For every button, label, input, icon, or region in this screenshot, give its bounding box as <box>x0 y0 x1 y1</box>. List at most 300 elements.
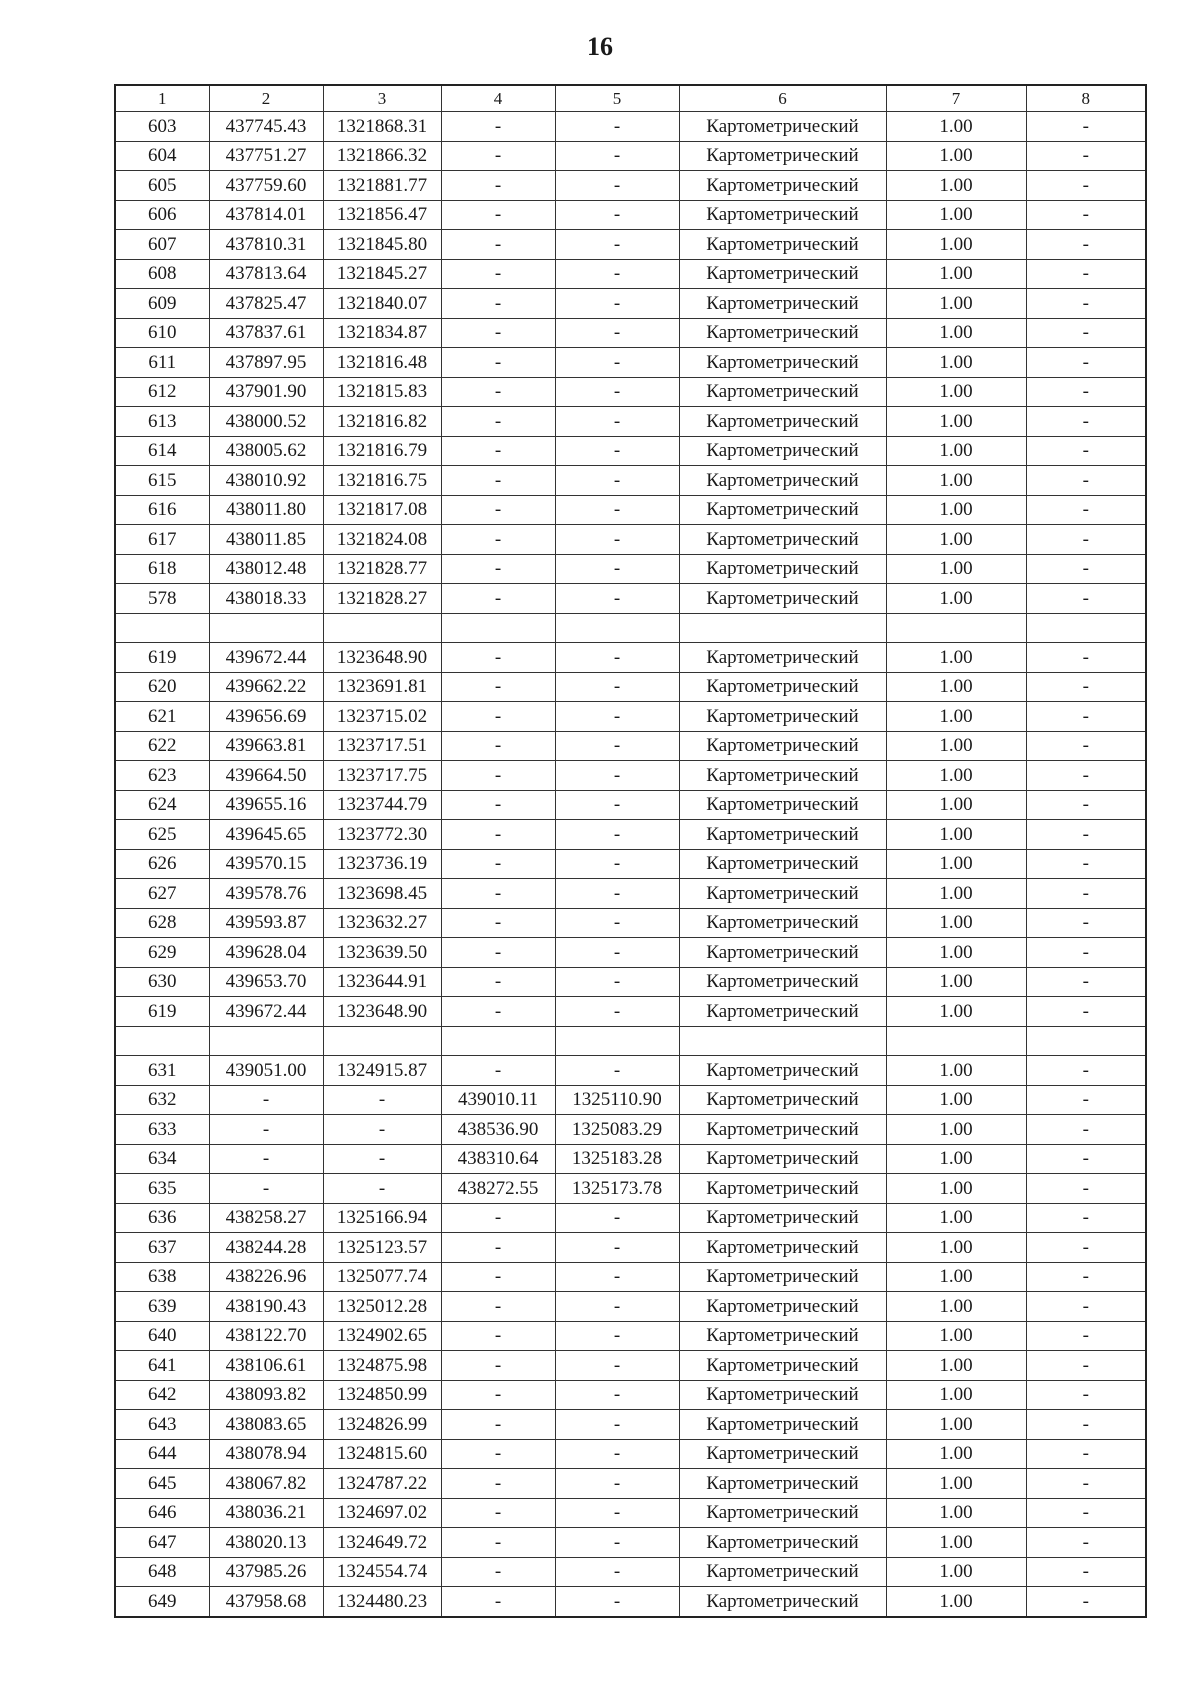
cell-new-coord-x: - <box>441 112 555 142</box>
cell-accuracy: 1.00 <box>886 672 1026 702</box>
cell-method: Картометрический <box>679 790 886 820</box>
cell-new-coord-x: - <box>441 1587 555 1617</box>
table-row <box>115 112 1146 142</box>
cell-new-coord-y: - <box>555 1498 679 1528</box>
cell-accuracy: 1.00 <box>886 495 1026 525</box>
cell-new-coord-x: - <box>441 495 555 525</box>
cell-new-coord-y: - <box>555 908 679 938</box>
cell-coord-x: 437745.43 <box>209 112 323 142</box>
cell-new-coord-y: - <box>555 643 679 673</box>
column-header-3: 3 <box>323 85 441 112</box>
cell-coord-x: 439653.70 <box>209 967 323 997</box>
table-row <box>115 1203 1146 1233</box>
cell-new-coord-x: - <box>441 348 555 378</box>
cell-accuracy: 1.00 <box>886 141 1026 171</box>
cell-coord-y: 1321817.08 <box>323 495 441 525</box>
cell-new-coord-y: - <box>555 1528 679 1558</box>
table-row <box>115 1439 1146 1469</box>
cell-note: - <box>1026 849 1146 879</box>
cell-new-coord-y: - <box>555 259 679 289</box>
cell-method: Картометрический <box>679 495 886 525</box>
cell-accuracy: 1.00 <box>886 702 1026 732</box>
cell-accuracy: 1.00 <box>886 1557 1026 1587</box>
cell-new-coord-x: - <box>441 761 555 791</box>
cell-new-coord-x: - <box>441 1380 555 1410</box>
cell-point-number: 635 <box>115 1174 209 1204</box>
cell-note: - <box>1026 1321 1146 1351</box>
cell-accuracy: 1.00 <box>886 112 1026 142</box>
header-row <box>115 85 1146 112</box>
table-row <box>115 1174 1146 1204</box>
table-row <box>115 1233 1146 1263</box>
cell-new-coord-y: - <box>555 318 679 348</box>
cell-new-coord-x: - <box>441 171 555 201</box>
cell-new-coord-x: - <box>441 879 555 909</box>
table-row <box>115 820 1146 850</box>
cell-point-number: 649 <box>115 1587 209 1617</box>
cell-note: - <box>1026 554 1146 584</box>
cell-point-number <box>115 613 209 643</box>
cell-new-coord-y: 1325173.78 <box>555 1174 679 1204</box>
column-header-7: 7 <box>886 85 1026 112</box>
cell-point-number: 627 <box>115 879 209 909</box>
table-row <box>115 908 1146 938</box>
cell-new-coord-y: - <box>555 849 679 879</box>
cell-accuracy: 1.00 <box>886 1085 1026 1115</box>
cell-point-number: 615 <box>115 466 209 496</box>
table-row <box>115 1528 1146 1558</box>
cell-new-coord-y: - <box>555 112 679 142</box>
cell-accuracy: 1.00 <box>886 1056 1026 1086</box>
cell-point-number: 605 <box>115 171 209 201</box>
cell-new-coord-x: - <box>441 1292 555 1322</box>
cell-method: Картометрический <box>679 879 886 909</box>
cell-new-coord-x: - <box>441 997 555 1027</box>
cell-new-coord-x: - <box>441 1469 555 1499</box>
cell-note: - <box>1026 200 1146 230</box>
cell-new-coord-y: 1325110.90 <box>555 1085 679 1115</box>
cell-note: - <box>1026 967 1146 997</box>
cell-method: Картометрический <box>679 377 886 407</box>
cell-point-number: 620 <box>115 672 209 702</box>
cell-new-coord-y: - <box>555 938 679 968</box>
cell-method: Картометрический <box>679 849 886 879</box>
cell-note: - <box>1026 1380 1146 1410</box>
cell-coord-x: 439593.87 <box>209 908 323 938</box>
cell-note: - <box>1026 790 1146 820</box>
cell-coord-y: 1321856.47 <box>323 200 441 230</box>
cell-coord-y: 1321815.83 <box>323 377 441 407</box>
cell-new-coord-x: - <box>441 790 555 820</box>
cell-point-number: 616 <box>115 495 209 525</box>
cell-point-number: 644 <box>115 1439 209 1469</box>
table-row <box>115 495 1146 525</box>
cell-point-number: 610 <box>115 318 209 348</box>
cell-note: - <box>1026 141 1146 171</box>
cell-new-coord-x: - <box>441 643 555 673</box>
cell-coord-y: 1323717.51 <box>323 731 441 761</box>
table-row <box>115 731 1146 761</box>
cell-coord-x: 439656.69 <box>209 702 323 732</box>
cell-coord-y: 1324480.23 <box>323 1587 441 1617</box>
cell-method: Картометрический <box>679 1528 886 1558</box>
cell-point-number: 643 <box>115 1410 209 1440</box>
cell-new-coord-y: - <box>555 584 679 614</box>
cell-new-coord-x: - <box>441 1321 555 1351</box>
cell-coord-x: 439663.81 <box>209 731 323 761</box>
cell-coord-y: 1321845.80 <box>323 230 441 260</box>
table-row <box>115 672 1146 702</box>
cell-coord-x: 438067.82 <box>209 1469 323 1499</box>
table-row <box>115 1469 1146 1499</box>
cell-point-number: 639 <box>115 1292 209 1322</box>
cell-point-number: 647 <box>115 1528 209 1558</box>
table-row <box>115 377 1146 407</box>
cell-new-coord-x: - <box>441 407 555 437</box>
cell-accuracy: 1.00 <box>886 1587 1026 1617</box>
table-row <box>115 348 1146 378</box>
cell-point-number: 617 <box>115 525 209 555</box>
cell-method: Картометрический <box>679 1587 886 1617</box>
cell-coord-y: 1325012.28 <box>323 1292 441 1322</box>
cell-note: - <box>1026 1203 1146 1233</box>
cell-note: - <box>1026 171 1146 201</box>
table-row <box>115 584 1146 614</box>
cell-note: - <box>1026 230 1146 260</box>
cell-note: - <box>1026 731 1146 761</box>
cell-method: Картометрический <box>679 1410 886 1440</box>
cell-coord-x: 438012.48 <box>209 554 323 584</box>
cell-coord-y: 1324815.60 <box>323 1439 441 1469</box>
cell-accuracy: 1.00 <box>886 1144 1026 1174</box>
column-header-2: 2 <box>209 85 323 112</box>
table-row <box>115 1498 1146 1528</box>
cell-point-number: 630 <box>115 967 209 997</box>
table-row <box>115 141 1146 171</box>
cell-coord-y: 1324915.87 <box>323 1056 441 1086</box>
cell-note <box>1026 1026 1146 1056</box>
cell-note: - <box>1026 495 1146 525</box>
cell-coord-y <box>323 613 441 643</box>
cell-new-coord-x: - <box>441 200 555 230</box>
cell-new-coord-x: - <box>441 466 555 496</box>
column-header-8: 8 <box>1026 85 1146 112</box>
table-row <box>115 1262 1146 1292</box>
cell-accuracy <box>886 613 1026 643</box>
cell-new-coord-x: - <box>441 1528 555 1558</box>
cell-method: Картометрический <box>679 1498 886 1528</box>
cell-point-number: 646 <box>115 1498 209 1528</box>
cell-coord-y: 1323717.75 <box>323 761 441 791</box>
cell-method: Картометрический <box>679 1380 886 1410</box>
cell-note: - <box>1026 348 1146 378</box>
cell-point-number: 629 <box>115 938 209 968</box>
cell-method: Картометрический <box>679 1469 886 1499</box>
cell-point-number: 626 <box>115 849 209 879</box>
cell-new-coord-y: - <box>555 1410 679 1440</box>
cell-new-coord-y: - <box>555 790 679 820</box>
table-row <box>115 1056 1146 1086</box>
cell-note: - <box>1026 1469 1146 1499</box>
cell-coord-y: 1324826.99 <box>323 1410 441 1440</box>
cell-accuracy: 1.00 <box>886 1174 1026 1204</box>
cell-coord-y: - <box>323 1174 441 1204</box>
cell-coord-y: 1323648.90 <box>323 643 441 673</box>
cell-point-number: 633 <box>115 1115 209 1145</box>
cell-new-coord-x: - <box>441 1498 555 1528</box>
cell-method: Картометрический <box>679 1203 886 1233</box>
cell-method: Картометрический <box>679 702 886 732</box>
cell-point-number: 604 <box>115 141 209 171</box>
cell-point-number: 642 <box>115 1380 209 1410</box>
cell-new-coord-x: - <box>441 1056 555 1086</box>
cell-coord-x: 437901.90 <box>209 377 323 407</box>
cell-point-number: 636 <box>115 1203 209 1233</box>
cell-coord-x: 439664.50 <box>209 761 323 791</box>
cell-accuracy: 1.00 <box>886 436 1026 466</box>
cell-point-number: 608 <box>115 259 209 289</box>
cell-point-number: 613 <box>115 407 209 437</box>
cell-note: - <box>1026 1439 1146 1469</box>
table-row <box>115 525 1146 555</box>
cell-new-coord-y: - <box>555 879 679 909</box>
table-row <box>115 1380 1146 1410</box>
cell-coord-x: 438020.13 <box>209 1528 323 1558</box>
cell-point-number: 624 <box>115 790 209 820</box>
cell-accuracy: 1.00 <box>886 1321 1026 1351</box>
table-row <box>115 1587 1146 1617</box>
cell-coord-y: 1323736.19 <box>323 849 441 879</box>
cell-new-coord-y: - <box>555 1439 679 1469</box>
table-row <box>115 967 1146 997</box>
table-row <box>115 1026 1146 1056</box>
cell-point-number: 634 <box>115 1144 209 1174</box>
cell-new-coord-x: - <box>441 230 555 260</box>
cell-note: - <box>1026 436 1146 466</box>
table-row <box>115 289 1146 319</box>
cell-coord-y: 1324902.65 <box>323 1321 441 1351</box>
cell-new-coord-x: - <box>441 584 555 614</box>
cell-note: - <box>1026 879 1146 909</box>
cell-accuracy: 1.00 <box>886 643 1026 673</box>
cell-new-coord-x: - <box>441 731 555 761</box>
cell-coord-x: 438244.28 <box>209 1233 323 1263</box>
cell-point-number: 614 <box>115 436 209 466</box>
cell-new-coord-y: - <box>555 1351 679 1381</box>
cell-point-number: 641 <box>115 1351 209 1381</box>
cell-accuracy: 1.00 <box>886 318 1026 348</box>
coordinates-table <box>114 84 1147 1618</box>
cell-note: - <box>1026 820 1146 850</box>
cell-new-coord-x: - <box>441 141 555 171</box>
cell-note: - <box>1026 112 1146 142</box>
cell-coord-y: 1321866.32 <box>323 141 441 171</box>
cell-note: - <box>1026 1233 1146 1263</box>
cell-coord-y: 1321816.82 <box>323 407 441 437</box>
cell-coord-x: 439655.16 <box>209 790 323 820</box>
cell-new-coord-x: - <box>441 1351 555 1381</box>
cell-accuracy: 1.00 <box>886 1233 1026 1263</box>
cell-coord-x: 438011.85 <box>209 525 323 555</box>
cell-coord-x: 437810.31 <box>209 230 323 260</box>
cell-accuracy: 1.00 <box>886 1439 1026 1469</box>
cell-coord-y: 1323639.50 <box>323 938 441 968</box>
cell-accuracy: 1.00 <box>886 731 1026 761</box>
cell-method: Картометрический <box>679 259 886 289</box>
cell-method: Картометрический <box>679 230 886 260</box>
cell-new-coord-x: - <box>441 289 555 319</box>
cell-coord-x: 437958.68 <box>209 1587 323 1617</box>
cell-coord-y: 1323691.81 <box>323 672 441 702</box>
cell-coord-x: - <box>209 1144 323 1174</box>
cell-coord-y: - <box>323 1115 441 1145</box>
cell-new-coord-y: - <box>555 525 679 555</box>
cell-coord-x: 438010.92 <box>209 466 323 496</box>
cell-coord-y: 1321881.77 <box>323 171 441 201</box>
cell-accuracy: 1.00 <box>886 761 1026 791</box>
cell-method: Картометрический <box>679 1321 886 1351</box>
cell-coord-y: 1321840.07 <box>323 289 441 319</box>
table-row <box>115 702 1146 732</box>
cell-note: - <box>1026 938 1146 968</box>
cell-new-coord-x: - <box>441 554 555 584</box>
cell-accuracy: 1.00 <box>886 1380 1026 1410</box>
cell-method <box>679 613 886 643</box>
table-row <box>115 436 1146 466</box>
cell-new-coord-y: - <box>555 1321 679 1351</box>
cell-accuracy: 1.00 <box>886 790 1026 820</box>
cell-accuracy: 1.00 <box>886 407 1026 437</box>
cell-new-coord-y: - <box>555 1557 679 1587</box>
cell-method: Картометрический <box>679 584 886 614</box>
cell-new-coord-y: - <box>555 702 679 732</box>
cell-method: Картометрический <box>679 1144 886 1174</box>
cell-coord-y <box>323 1026 441 1056</box>
cell-coord-y: 1323632.27 <box>323 908 441 938</box>
cell-coord-y: 1321828.27 <box>323 584 441 614</box>
cell-new-coord-x: - <box>441 938 555 968</box>
cell-coord-x: 439051.00 <box>209 1056 323 1086</box>
table-row <box>115 613 1146 643</box>
cell-coord-y: 1324787.22 <box>323 1469 441 1499</box>
cell-note: - <box>1026 1557 1146 1587</box>
table-row <box>115 879 1146 909</box>
cell-accuracy: 1.00 <box>886 200 1026 230</box>
cell-new-coord-x: - <box>441 820 555 850</box>
cell-new-coord-y: - <box>555 1380 679 1410</box>
cell-point-number: 622 <box>115 731 209 761</box>
cell-accuracy: 1.00 <box>886 1528 1026 1558</box>
cell-new-coord-y: - <box>555 495 679 525</box>
cell-method: Картометрический <box>679 407 886 437</box>
cell-new-coord-x: 438310.64 <box>441 1144 555 1174</box>
cell-accuracy: 1.00 <box>886 967 1026 997</box>
cell-coord-x: 437813.64 <box>209 259 323 289</box>
table-row <box>115 643 1146 673</box>
table-row <box>115 1557 1146 1587</box>
table-row <box>115 466 1146 496</box>
cell-note: - <box>1026 908 1146 938</box>
cell-method: Картометрический <box>679 112 886 142</box>
cell-note: - <box>1026 1115 1146 1145</box>
cell-new-coord-x: - <box>441 377 555 407</box>
cell-point-number: 648 <box>115 1557 209 1587</box>
cell-method: Картометрический <box>679 997 886 1027</box>
cell-accuracy: 1.00 <box>886 1262 1026 1292</box>
cell-new-coord-x: - <box>441 702 555 732</box>
cell-new-coord-y: - <box>555 1292 679 1322</box>
cell-point-number: 606 <box>115 200 209 230</box>
cell-new-coord-y: - <box>555 554 679 584</box>
cell-method: Картометрический <box>679 1174 886 1204</box>
cell-method: Картометрический <box>679 466 886 496</box>
cell-coord-x: 438011.80 <box>209 495 323 525</box>
table-row <box>115 407 1146 437</box>
cell-accuracy: 1.00 <box>886 1498 1026 1528</box>
cell-coord-y: 1321816.79 <box>323 436 441 466</box>
cell-coord-y: 1321845.27 <box>323 259 441 289</box>
cell-coord-x: 439570.15 <box>209 849 323 879</box>
cell-coord-y: - <box>323 1144 441 1174</box>
cell-point-number: 609 <box>115 289 209 319</box>
cell-coord-x: 438078.94 <box>209 1439 323 1469</box>
cell-accuracy: 1.00 <box>886 1115 1026 1145</box>
page-number: 16 <box>587 32 613 61</box>
cell-accuracy: 1.00 <box>886 259 1026 289</box>
cell-coord-x: 439672.44 <box>209 997 323 1027</box>
cell-method <box>679 1026 886 1056</box>
cell-method: Картометрический <box>679 348 886 378</box>
cell-note: - <box>1026 761 1146 791</box>
cell-new-coord-y: - <box>555 377 679 407</box>
cell-accuracy: 1.00 <box>886 230 1026 260</box>
cell-note: - <box>1026 1410 1146 1440</box>
cell-new-coord-y: - <box>555 348 679 378</box>
cell-method: Картометрический <box>679 938 886 968</box>
cell-accuracy: 1.00 <box>886 938 1026 968</box>
cell-new-coord-y <box>555 1026 679 1056</box>
cell-accuracy: 1.00 <box>886 908 1026 938</box>
cell-new-coord-y: - <box>555 1203 679 1233</box>
cell-method: Картометрический <box>679 289 886 319</box>
cell-accuracy: 1.00 <box>886 849 1026 879</box>
cell-coord-x: 439662.22 <box>209 672 323 702</box>
cell-point-number: 607 <box>115 230 209 260</box>
cell-accuracy: 1.00 <box>886 171 1026 201</box>
cell-note: - <box>1026 584 1146 614</box>
cell-method: Картометрический <box>679 1351 886 1381</box>
cell-coord-x: - <box>209 1174 323 1204</box>
cell-coord-y: 1324850.99 <box>323 1380 441 1410</box>
cell-coord-y: 1321816.48 <box>323 348 441 378</box>
cell-coord-y: 1324649.72 <box>323 1528 441 1558</box>
table-row <box>115 849 1146 879</box>
cell-coord-x: 438093.82 <box>209 1380 323 1410</box>
cell-coord-x: 438005.62 <box>209 436 323 466</box>
cell-coord-y: 1325166.94 <box>323 1203 441 1233</box>
table-row <box>115 318 1146 348</box>
cell-new-coord-x: 439010.11 <box>441 1085 555 1115</box>
cell-new-coord-x: - <box>441 672 555 702</box>
cell-point-number: 621 <box>115 702 209 732</box>
table-row <box>115 1321 1146 1351</box>
cell-accuracy: 1.00 <box>886 1410 1026 1440</box>
cell-accuracy: 1.00 <box>886 1292 1026 1322</box>
cell-new-coord-x: - <box>441 1203 555 1233</box>
cell-method: Картометрический <box>679 141 886 171</box>
cell-coord-y: 1321868.31 <box>323 112 441 142</box>
cell-accuracy: 1.00 <box>886 879 1026 909</box>
